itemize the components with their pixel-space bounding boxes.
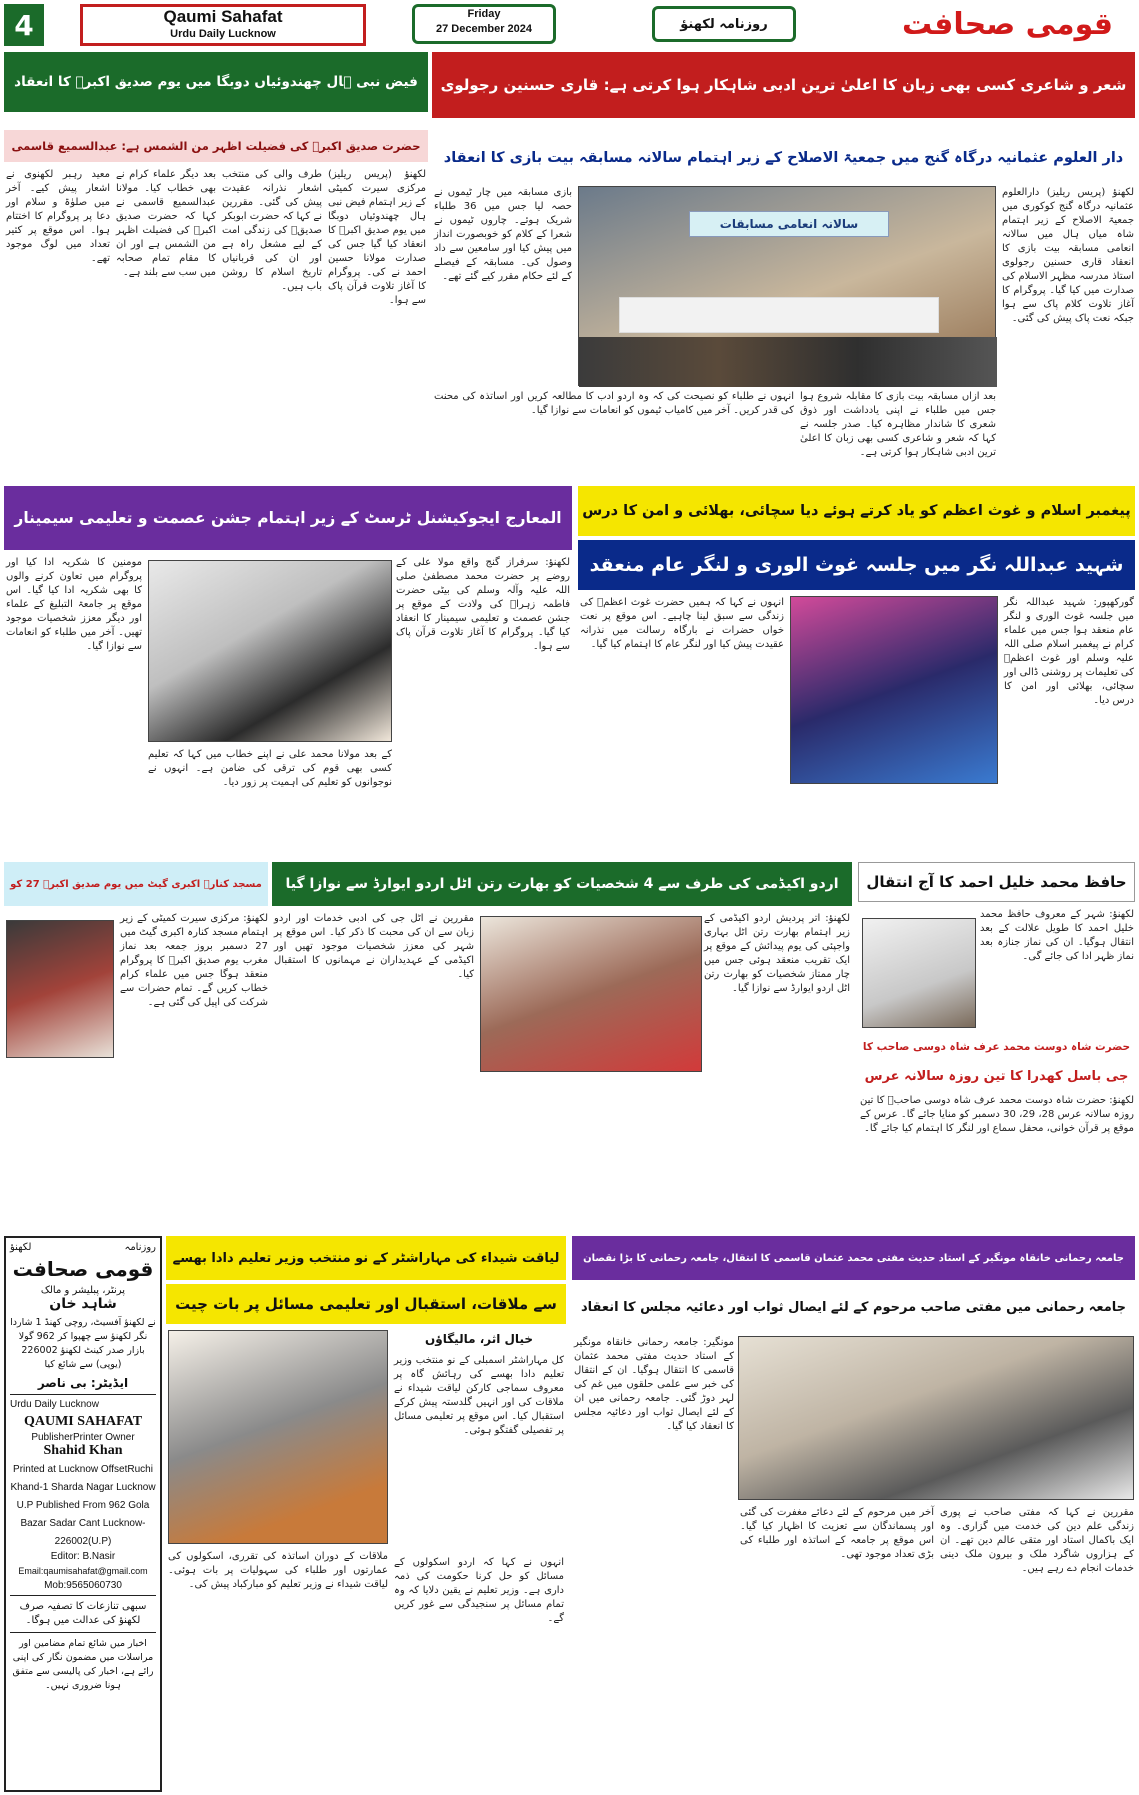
stage-table — [619, 297, 939, 333]
speaker-portrait — [149, 561, 391, 741]
story3-col1: لکھنؤ: سرفراز گنج واقع مولا علی کے روضے پر حضرت محمد مصطفیٰ صلی اللہ علیہ وآلہ وسلم کی بیٹی حضرت فاطمہ زہراؑ کی ولادت کے موقع پر جشن عصمت و تعلیمی سیمینار کا انعقاد کیا گیا۔ پروگرام کا آغاز تلاوت قرآن پاک سے ہوا۔ — [396, 557, 570, 652]
imprint-email-en: Email:qaumisahafat@gmail.com — [18, 1566, 148, 1576]
urdu-nameplate — [880, 0, 1135, 48]
story3-col2: کے بعد مولانا محمد علی نے اپنے خطاب میں کہا کہ تعلیم کسی بھی قوم کی ترقی کی ضامن ہے۔ انہوں نے نوجوانوں کو تعلیم کی اہمیت پر زور دیا۔ — [148, 749, 392, 788]
stage-photo — [791, 597, 997, 783]
story2-col1: لکھنؤ (پریس ریلیز) مرکزی سیرت کمیٹی کے زیر اہتمام فیض نبی ہال چھندوئیاں دوبگا میں یوم صدیق اکبرؓ کا انعقاد کیا گیا جس کی صدارت مولانا حسین احمد نے کی۔ پروگرام کا آغاز تلاوت قرآن پاک سے ہوا۔ — [328, 169, 426, 306]
story2-subhead: حضرت صدیق اکبرؓ کی فضیلت اظہر من الشمس ہے: عبدالسمیع قاسمی — [4, 130, 428, 162]
story9-headline: لیاقت شیداء کی مہاراشٹر کے نو منتخب وزیر تعلیم دادا بھسے — [166, 1236, 566, 1280]
story6-col2: مقررین نے اٹل جی کی ادبی خدمات اور اردو زبان سے ان کی محبت کا ذکر کیا۔ اس موقع پر شہر کی معزز شخصیات موجود تھیں اور اکیڈمی کے عہدیداران نے مہمانوں کا استقبال کیا۔ — [274, 913, 474, 980]
imprint-owner-ur: شاہد خان — [49, 1296, 117, 1312]
date-box — [412, 4, 556, 44]
story1-col3: بعد ازاں مسابقہ بیت بازی کا مقابلہ شروع ہوا جس میں طلباء نے اپنی یادداشت اور ذوق شعری کا شاندار مظاہرہ کیا۔ صدر جلسہ نے کہا کہ شعر و شاعری کسی بھی زبان کا اعلیٰ ترین ادبی شاہکار ہوا کرتی ہے۔ — [800, 391, 996, 458]
award-ceremony-photo — [481, 917, 701, 1071]
imprint-owner-label-en: PublisherPrinter Owner — [31, 1432, 135, 1443]
story2-col2: طرف والی کی منتخب اشعار نذرانہ عقیدت پیش کی گئی۔ مقررین نے کہا کہ حضرت ابوبکر صدیقؓ کی زندگی امت کے لیے مشعل راہ ہے اور ان کی قربانیاں تاریخ اسلام کا روشن باب ہیں۔ — [222, 169, 322, 292]
daily-label-box — [652, 6, 796, 42]
issue-day: Friday — [467, 8, 501, 20]
story9-subhead: سے ملاقات، استقبال اور تعلیمی مسائل پر بات چیت — [166, 1284, 566, 1324]
story7-photo — [862, 918, 976, 1028]
imprint-printed-en: Printed at Lucknow OffsetRuchi Khand-1 Sharda Nagar Lucknow U.P Published From 962 Gola Bazar Sadar Cant Lucknow-226002(U.P) — [10, 1464, 156, 1547]
imprint-city-ur: لکھنؤ — [10, 1242, 32, 1253]
story7-headline: حافظ محمد خلیل احمد کا آج انتقال — [858, 862, 1135, 902]
cleric-portrait — [7, 921, 113, 1057]
imprint-daily-en: Urdu Daily Lucknow — [10, 1399, 99, 1410]
paper-name-en: Qaumi Sahafat — [163, 7, 283, 26]
story6-headline: اردو اکیڈمی کی طرف سے 4 شخصیات کو بھارت رتن اٹل اردو ایوارڈ سے نوازا گیا — [272, 862, 852, 906]
page-number-badge — [4, 4, 44, 46]
issue-date: 27 December 2024 — [435, 23, 532, 35]
daily-label-ur: روزنامہ لکھنؤ — [680, 16, 768, 32]
imprint-address-ur: نے لکھنؤ آفسیٹ، روچی کھنڈ 1 شاردا نگر لکھنؤ سے چھپوا کر 962 گولا بازار صدر کینٹ لکھنؤ 226002 (یوپی) سے شائع کیا — [10, 1317, 156, 1370]
story6-col1: لکھنؤ: اتر پردیش اردو اکیڈمی کے زیر اہتمام بھارت رتن اٹل بہاری واجپئی کی یوم پیدائش کے موقع پر ایک تقریب منعقد ہوئی جس میں چار ممتاز شخصیات کو بھارت رتن اٹل اردو ایوارڈ سے نوازا گیا۔ — [704, 913, 850, 994]
imprint-box — [4, 1236, 162, 1792]
story1-col4: انہوں نے طلباء کو نصیحت کی کہ وہ اردو ادب کا مطالعہ کریں اور اساتذہ کی محنت کی قدر کریں۔ آخر میں کامیاب ٹیموں کو انعامات سے نوازا گیا۔ — [434, 391, 794, 416]
story10-col2: مقررین نے کہا کہ مفتی صاحب نے پوری زندگی علم دین کی خدمت میں گزاری۔ وہ ایک باکمال استاد اور متقی عالم دین تھے۔ ان کے ہزاروں شاگرد ملک و بیرون ملک دینی خدمات انجام دے رہے ہیں۔ — [940, 1507, 1134, 1574]
story8-headline: حضرت شاہ دوست محمد عرف شاہ دوسی صاحب کا — [862, 1041, 1131, 1053]
story10-headline: جامعہ رحمانی خانقاہ مونگیر کے استاد حدیث مفتی محمد عثمان قاسمی کا انتقال، جامعہ رحمانی کا بڑا نقصان — [572, 1236, 1135, 1280]
story9-photo — [168, 1330, 388, 1544]
story6-photo — [480, 916, 702, 1072]
imprint-editor-en: Editor: B.Nasir — [50, 1551, 116, 1562]
story1-subhead: دار العلوم عثمانیہ درگاہ گنج میں جمعیۃ الاصلاح کے زیر اہتمام سالانہ مسابقہ بیت بازی کا انعقاد — [432, 140, 1135, 176]
imprint-owner-label-ur: پرنٹر، پبلیشر و مالک — [40, 1285, 126, 1296]
story10-col3: آخر میں مرحوم کے لئے دعائے مغفرت کی گئی اور پسماندگان سے تعزیت کا اظہار کیا گیا۔ اس موقع پر جامعہ کے اساتذہ اور طلباء کی بڑی تعداد موجود تھی۔ — [740, 1507, 934, 1560]
story9-byline: خیال اثر، مالیگاؤں — [425, 1332, 533, 1346]
story5-col1: لکھنؤ: مرکزی سیرت کمیٹی کے زیر اہتمام مسجد کنارہ اکبری گیٹ میں 27 دسمبر بروز جمعہ بعد نماز مغرب یوم صدیق اکبرؓ کا پروگرام منعقد ہوگا جس میں علماء کرام خطاب کریں گے۔ تمام حضرات سے شرکت کی اپیل کی گئی ہے۔ — [120, 913, 268, 1008]
story4-col1: گورکھپور: شہید عبداللہ نگر میں جلسہ غوث الوری و لنگر عام منعقد ہوا جس میں علماء کرام نے پیغمبر اسلام صلی اللہ علیہ وسلم اور غوث اعظمؒ کی تعلیمات پر روشنی ڈالی اور سچائی، بھلائی اور امن کا درس دیا۔ — [1004, 597, 1134, 706]
story2-headline: فیض نبی ہال چھندوئیاں دوبگا میں یوم صدیق اکبرؓ کا انعقاد — [4, 52, 428, 112]
story5-photo — [6, 920, 114, 1058]
story9-col3: ملاقات کے دوران اساتذہ کی تقرری، اسکولوں کی عمارتوں اور طلباء کی سہولیات پر بات ہوئی۔ لیاقت شیداء نے وزیر تعلیم کو مبارکباد پیش کی۔ — [168, 1551, 388, 1590]
imprint-heading-ur: روزنامہ — [124, 1242, 156, 1253]
story5-headline: مسجد کنارہ اکبری گیٹ میں یوم صدیق اکبرؓ 27 کو — [4, 862, 268, 906]
english-nameplate — [80, 4, 366, 46]
story4-subhead: شہید عبداللہ نگر میں جلسہ غوث الوری و لنگر عام منعقد — [578, 540, 1135, 590]
page-number: 4 — [14, 8, 34, 42]
photo-banner: سالانہ انعامی مسابقات — [689, 211, 889, 237]
story3-col3: مومنین کا شکریہ ادا کیا اور پروگرام میں تعاون کرنے والوں کا بھی شکریہ ادا کیا گیا۔ اس موقع پر جامعۃ التبلیغ کے علماء اور دیگر معزز شخصیات موجود تھیں۔ آخر میں طلباء کو انعامات سے نوازا گیا۔ — [6, 557, 142, 652]
story2-col4: معید رہبر لکھنوی نے اشعار پیش کیے۔ آخر میں صلوٰۃ و سلام اور دعا پر پروگرام کا اختتام ہوا۔ اس موقع پر کثیر تعداد میں لوگ موجود تھے۔ — [6, 169, 110, 264]
story4-headline: پیغمبر اسلام و غوث اعظم کو یاد کرتے ہوئے دیا سچائی، بھلائی و امن کا درس — [578, 486, 1135, 536]
story4-photo — [790, 596, 998, 784]
story7-col1: لکھنؤ: شہر کے معروف حافظ محمد خلیل احمد کا طویل علالت کے بعد انتقال ہوگیا۔ ان کی نماز جنازہ بعد نماز ظہر ادا کی جائے گی۔ — [980, 909, 1134, 962]
imprint-paper-en: QAUMI SAHAFAT — [23, 1414, 143, 1429]
story1-photo — [578, 186, 996, 386]
story9-col1: کل مہاراشٹر اسمبلی کے نو منتخب وزیر تعلیم دادا بھسے کی رہائش گاہ پر معروف سماجی کارکن لیاقت شیداء نے ملاقات کی اور انہیں گلدستہ پیش کرکے استقبال کیا۔ اس موقع پر تعلیمی مسائل پر تفصیلی گفتگو ہوئی۔ — [394, 1355, 564, 1436]
paper-sub-en: Urdu Daily Lucknow — [170, 28, 276, 40]
audience — [579, 337, 997, 387]
story1-headline: شعر و شاعری کسی بھی زبان کا اعلیٰ ترین ادبی شاہکار ہوا کرتی ہے: قاری حسنین رجولوی — [432, 52, 1135, 118]
imprint-owner-en: Shahid Khan — [43, 1443, 123, 1458]
story1-col1: لکھنؤ (پریس ریلیز) دارالعلوم عثمانیہ درگاہ گنج کوکوری میں جمعیۃ الاصلاح کے زیر اہتمام شاہ میاں ہال میں سالانہ انعامی مسابقہ بیت بازی کا انعقاد قاری حسنین رجولوی استاذ مدرسہ مظہر الاسلام کی صدارت میں کیا گیا۔ پروگرام کا آغاز تلاوت کلام پاک سے ہوا جبکہ نعت پاک پیش کی گئی۔ — [1002, 187, 1134, 324]
imprint-paper-ur: قومی صحافت — [12, 1257, 154, 1281]
story10-col1: مونگیر: جامعہ رحمانی خانقاہ مونگیر کے استاد حدیث مفتی محمد عثمان قاسمی کا انتقال ہوگیا۔ ان کے انتقال کی خبر سے علمی حلقوں میں غم کی لہر دوڑ گئی۔ جامعہ رحمانی میں ان کے لئے ایصال ثواب اور دعائیہ مجلس کا انعقاد کیا گیا۔ — [574, 1337, 734, 1432]
story8-subhead: جی باسل کھدرا کا تین روزہ سالانہ عرس — [864, 1068, 1129, 1084]
paper-name-ur: قومی صحافت — [901, 6, 1114, 42]
story4-col2: انہوں نے کہا کہ ہمیں حضرت غوث اعظمؒ کی زندگی سے سبق لینا چاہیے۔ اس موقع پر نعت خواں حضرات نے بارگاہ رسالت میں نذرانہ عقیدت پیش کیا اور لنگر عام کا اہتمام کیا گیا۔ — [580, 597, 784, 650]
deceased-portrait — [863, 919, 975, 1027]
meeting-photo — [169, 1331, 387, 1543]
story2-col3: بعد دیگر علماء کرام نے بھی خطاب کیا۔ مولانا عبدالسمیع قاسمی نے کہا کہ حضرت صدیق اکبرؓ کی فضیلت اظہر من الشمس ہے اور ان کا مقام تمام صحابہ میں سب سے بلند ہے۔ — [116, 169, 216, 278]
prayer-gathering-photo — [739, 1337, 1133, 1499]
imprint-disclaimer-ur: اخبار میں شائع تمام مضامین اور مراسلات میں مضمون نگار کی اپنی رائے ہے، اخبار کی پالیسی سے متفق ہونا ضروری نہیں۔ — [12, 1638, 154, 1691]
imprint-jurisdiction-ur: سبھی تنازعات کا تصفیہ صرف لکھنؤ کی عدالت میں ہوگا۔ — [10, 1600, 156, 1633]
story3-photo — [148, 560, 392, 742]
story10-subhead: جامعہ رحمانی میں مفتی صاحب مرحوم کے لئے ایصال ثواب اور دعائیہ مجلس کا انعقاد — [572, 1284, 1135, 1330]
story8-col1: لکھنؤ: حضرت شاہ دوست محمد عرف شاہ دوسی صاحبؒ کا تین روزہ سالانہ عرس 28، 29، 30 دسمبر کو منایا جائے گا۔ عرس کے موقع پر قرآن خوانی، محفل سماع اور لنگر کا اہتمام کیا جائے گا۔ — [860, 1095, 1135, 1134]
story9-col2: انہوں نے کہا کہ اردو اسکولوں کے مسائل کو حل کرنا حکومت کی ذمہ داری ہے۔ وزیر تعلیم نے یقین دلایا کہ وہ تمام مسائل پر سنجیدگی سے غور کریں گے۔ — [394, 1557, 564, 1624]
story10-photo — [738, 1336, 1134, 1500]
story1-col2: بازی مسابقہ میں چار ٹیموں نے حصہ لیا جس میں 36 طلباء شریک ہوئے۔ چاروں ٹیموں نے شعرا کے کلام کو خوبصورت انداز میں پیش کیا اور سامعین سے داد وصول کی۔ مسابقہ کے فیصلے کے لئے حکام مقرر کیے گئے تھے۔ — [434, 187, 572, 282]
story3-headline: المعارج ایجوکیشنل ٹرسٹ کے زیر اہتمام جشن عصمت و تعلیمی سیمینار — [4, 486, 572, 550]
imprint-editor-ur: ایڈیٹر: بی ناصر — [10, 1376, 156, 1395]
masthead — [0, 0, 1139, 50]
imprint-mob-en: Mob:9565060730 — [10, 1580, 156, 1596]
